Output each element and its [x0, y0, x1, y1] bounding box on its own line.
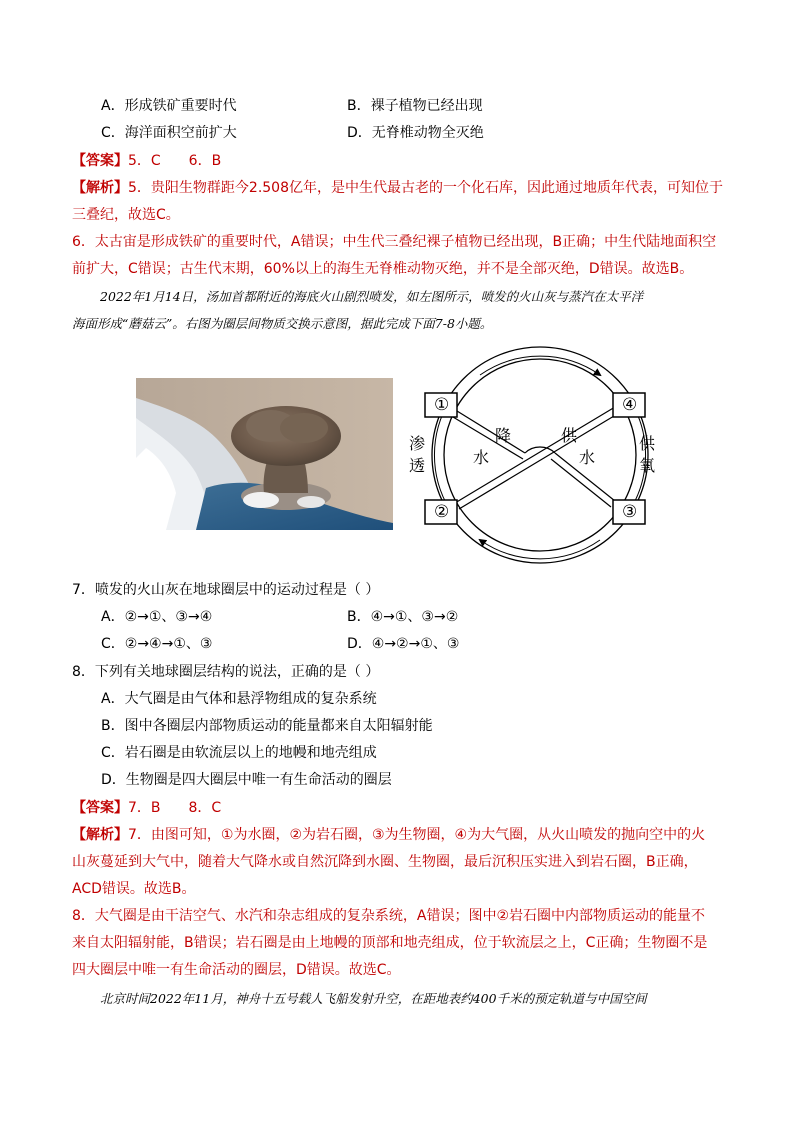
- q7-option-d: D．④→②→①、③: [347, 636, 460, 652]
- volcano-eruption-photo: [136, 378, 393, 530]
- analysis-line: 8．大气圈是由干洁空气、水汽和杂志组成的复杂系统，A错误；图中②岩石圈中内部物质运动的能量不: [72, 908, 706, 924]
- analysis-line: [72, 177, 723, 197]
- passage-line: 2022年1月14日，汤加首都附近的海底火山剧烈喷发，如左图所示，喷发的火山灰与蒸汽在太平洋: [100, 289, 644, 304]
- oxygen-label-2: 氧: [639, 456, 656, 475]
- analysis-line: 前扩大，C错误；古生代末期，60%以上的海生无脊椎动物灭绝，并不是全部灭绝，D错误。故选B。: [72, 261, 694, 277]
- q8-option-a: A．大气圈是由气体和悬浮物组成的复杂系统: [101, 691, 377, 707]
- option-c: C．海洋面积空前扩大: [101, 125, 237, 141]
- water-left-label: 水: [473, 448, 490, 467]
- answer-text: 5．C 6．B: [128, 153, 222, 169]
- question-8-stem: 8．下列有关地球圈层结构的说法，正确的是（ ）: [72, 664, 380, 680]
- passage-line: 北京时间2022年11月，神舟十五号载人飞船发射升空，在距地表约400千米的预定轨道与中国空间: [100, 991, 647, 1006]
- question-7-stem: 7．喷发的火山灰在地球圈层中的运动过程是（ ）: [72, 582, 380, 598]
- analysis-line: [72, 824, 705, 844]
- q7-option-b: B．④→①、③→②: [347, 609, 459, 625]
- answer-label: 【答案】: [72, 153, 128, 169]
- sphere-exchange-diagram: [409, 345, 665, 565]
- option-d: D．无脊椎动物全灭绝: [347, 125, 484, 141]
- analysis-line: 山灰蔓延到大气中，随着大气降水或自然沉降到水圈、生物圈，最后沉积压实进入到岩石圈，B正确，: [72, 854, 698, 870]
- q7-option-a: A．②→①、③→④: [101, 609, 213, 625]
- box-1-label: ①: [434, 395, 450, 415]
- seepage-label-1: 渗: [409, 434, 426, 453]
- analysis-text: 7．由图可知，①为水圈，②为岩石圈，③为生物圈，④为大气圈，从火山喷发的抛向空中的火: [128, 827, 706, 843]
- analysis-label: 【解析】: [72, 180, 128, 196]
- fall-label: 降: [495, 426, 512, 445]
- answer-text: 7．B 8．C: [128, 800, 222, 816]
- q8-option-d: D．生物圈是四大圈层中唯一有生命活动的圈层: [101, 772, 392, 788]
- analysis-line: 三叠纪，故选C。: [72, 207, 180, 223]
- q8-option-b: B．图中各圈层内部物质运动的能量都来自太阳辐射能: [101, 718, 433, 734]
- oxygen-label-1: 供: [639, 434, 656, 453]
- analysis-line: ACD错误。故选B。: [72, 881, 196, 897]
- analysis-line: 来自太阳辐射能，B错误；岩石圈是由上地幔的顶部和地壳组成，位于软流层之上，C正确；生物圈不是: [72, 935, 708, 951]
- answer-label: 【答案】: [72, 800, 128, 816]
- analysis-text: 5．贵阳生物群距今2.508亿年，是中生代最古老的一个化石库，因此通过地质年代表，可知位于: [128, 180, 723, 196]
- box-4-label: ④: [622, 395, 638, 415]
- water-right-label: 水: [579, 448, 596, 467]
- box-3-label: ③: [622, 502, 638, 522]
- answer-block-2: [72, 797, 221, 817]
- option-a: A．形成铁矿重要时代: [101, 98, 237, 114]
- answer-block-1: [72, 150, 221, 170]
- analysis-line: 6．太古宙是形成铁矿的重要时代，A错误；中生代三叠纪裸子植物已经出现，B正确；中生代陆地面积空: [72, 234, 717, 250]
- passage-line: 海面形成“蘑菇云”。右图为圈层间物质交换示意图，据此完成下面7-8小题。: [72, 316, 493, 331]
- analysis-label: 【解析】: [72, 827, 128, 843]
- supply-label: 供: [561, 426, 578, 445]
- seepage-label-2: 透: [409, 456, 426, 475]
- q7-option-c: C．②→④→①、③: [101, 636, 213, 652]
- q8-option-c: C．岩石圈是由软流层以上的地幔和地壳组成: [101, 745, 377, 761]
- option-b: B．裸子植物已经出现: [347, 98, 483, 114]
- box-2-label: ②: [434, 502, 450, 522]
- analysis-line: 四大圈层中唯一有生命活动的圈层，D错误。故选C。: [72, 962, 401, 978]
